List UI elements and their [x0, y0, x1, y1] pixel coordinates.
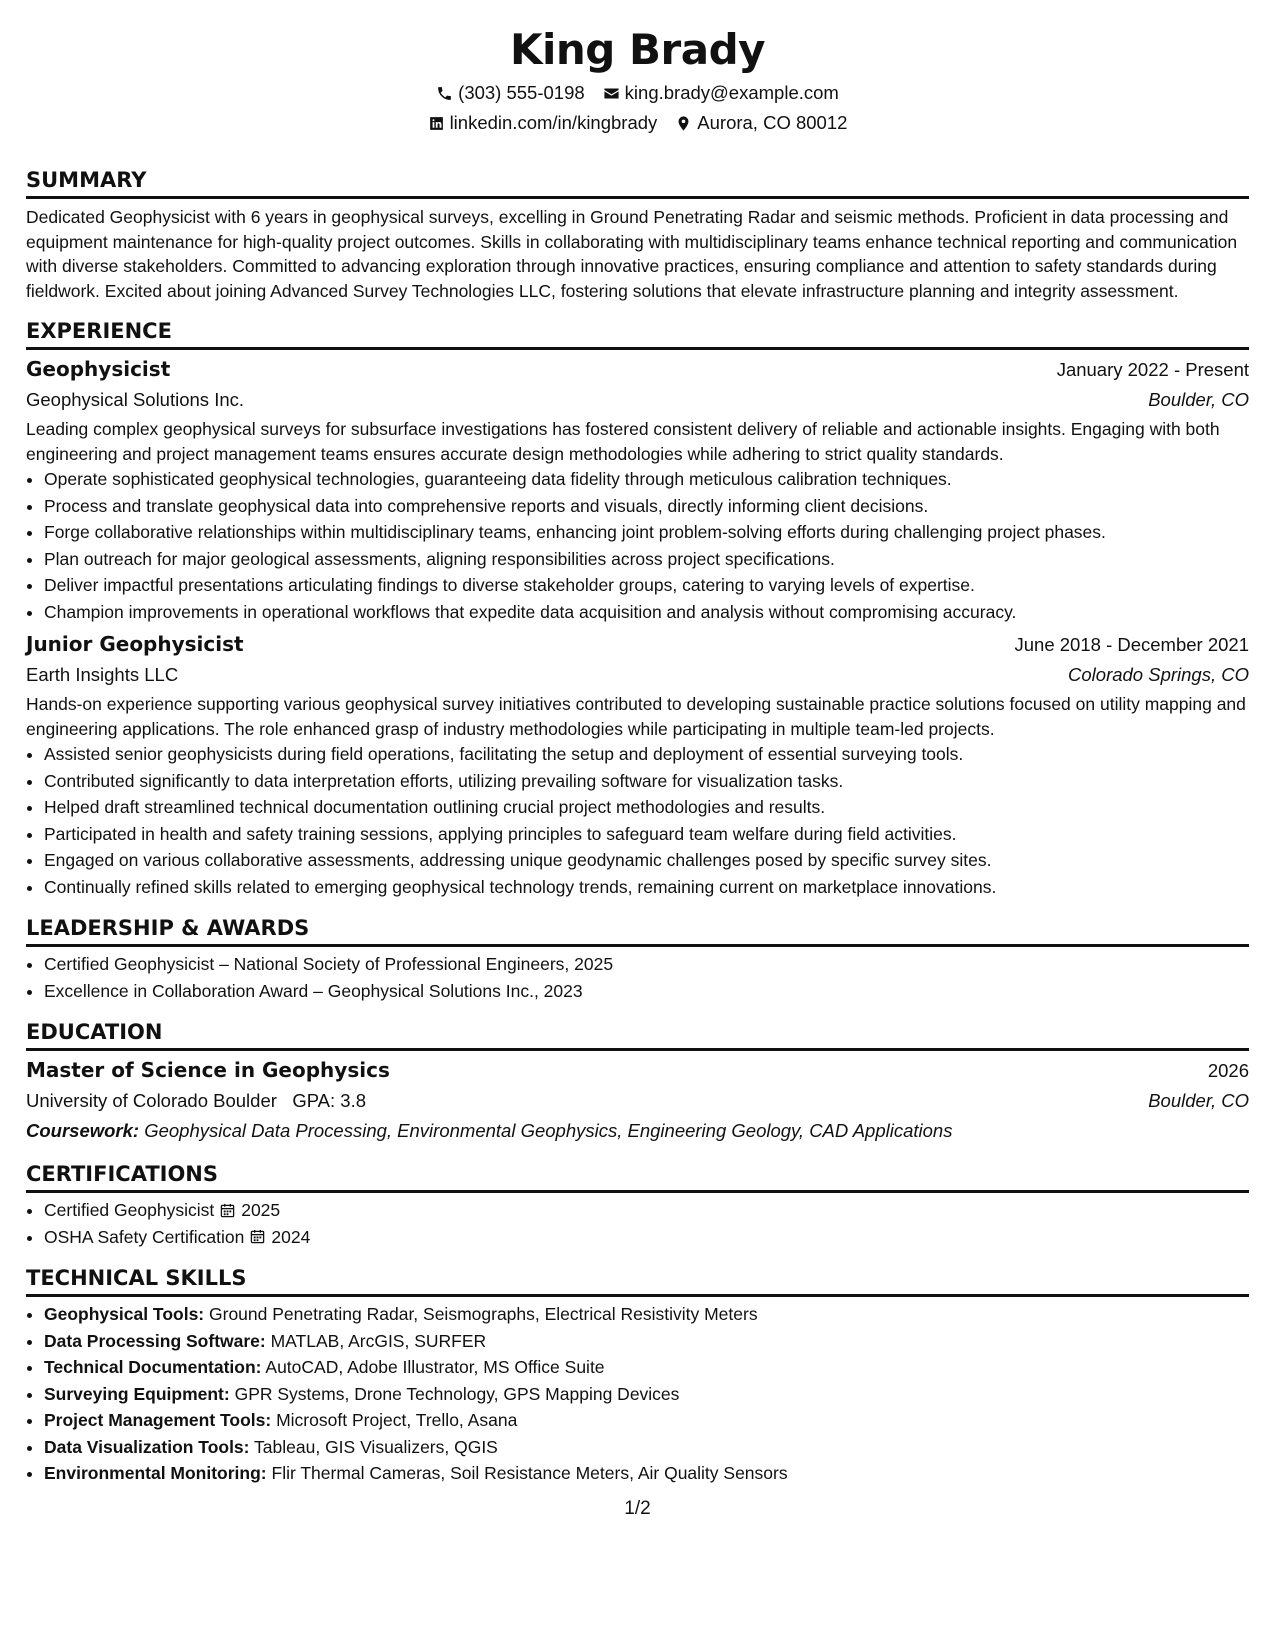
coursework-list: Geophysical Data Processing, Environmental Geophysics, Engineering Geology, CAD Applications: [144, 1120, 953, 1141]
section-title-leadership: LEADERSHIP & AWARDS: [26, 914, 1249, 947]
skill-label: Data Processing Software:: [44, 1330, 266, 1351]
list-item: • Plan outreach for major geological assessments, aligning responsibilities across project specifications.: [44, 546, 1249, 573]
list-item: • Excellence in Collaboration Award – Geophysical Solutions Inc., 2023: [44, 978, 1249, 1005]
graduation-year: 2026: [1207, 1060, 1249, 1081]
job-bullets: [26, 466, 1249, 625]
list-item: [44, 1407, 1249, 1434]
section-title-experience: EXPERIENCE: [26, 317, 1249, 350]
job-dates: June 2018 - December 2021: [1014, 634, 1249, 655]
school-info: [26, 1086, 366, 1116]
experience-section: [26, 317, 1249, 900]
job-description: Hands-on experience supporting various geophysical survey initiatives contributed to developing sustainable practice solutions focused on utility mapping and engineering applications. The role enhanced grasp of industry methodologies while participating in multiple team-led projects.: [26, 694, 1246, 739]
linkedin-text[interactable]: linkedin.com/in/kingbrady: [449, 112, 658, 133]
school-location: Boulder, CO: [1148, 1090, 1249, 1111]
leadership-list: [26, 951, 1249, 1004]
skill-value: Microsoft Project, Trello, Asana: [276, 1410, 518, 1430]
list-item: • Participated in health and safety training sessions, applying principles to safeguard team welfare during field activities.: [44, 821, 1249, 848]
cert-row: [44, 1197, 280, 1224]
list-item: [44, 1328, 1249, 1355]
job-dates: January 2022 - Present: [1056, 359, 1249, 380]
skills-list: [26, 1301, 1249, 1487]
email-text[interactable]: king.brady@example.com: [624, 82, 839, 103]
job-bullets: [26, 741, 1249, 900]
list-item: [44, 1354, 1249, 1381]
list-item: • Helped draft streamlined technical documentation outlining crucial project methodologies and results.: [44, 794, 1249, 821]
skill-value: Flir Thermal Cameras, Soil Resistance Meters, Air Quality Sensors: [271, 1463, 788, 1483]
skill-label: Geophysical Tools:: [44, 1304, 205, 1324]
school-name: University of Colorado Boulder: [26, 1090, 277, 1111]
job-header: [26, 629, 1249, 660]
cert-year: 2025: [241, 1200, 281, 1220]
job-entry: [26, 629, 1249, 900]
coursework-label: Coursework:: [26, 1120, 140, 1141]
contact-line-1: [26, 80, 1249, 106]
list-item: • Deliver impactful presentations articulating findings to diverse stakeholder groups, catering to varying levels of expertise.: [44, 572, 1249, 599]
skill-label: Surveying Equipment:: [44, 1383, 230, 1404]
envelope-icon: [603, 85, 620, 102]
location-text: Aurora, CO 80012: [697, 112, 848, 133]
gpa: GPA: 3.8: [292, 1090, 367, 1111]
skill-value: AutoCAD, Adobe Illustrator, MS Office Suite: [265, 1357, 605, 1377]
skill-value: GPR Systems, Drone Technology, GPS Mapping Devices: [234, 1383, 680, 1404]
list-item: • Engaged on various collaborative assessments, addressing unique geodynamic challenges posed by specific survey sites.: [44, 847, 1249, 874]
job-company: Geophysical Solutions Inc.: [26, 389, 245, 410]
calendar-icon: [220, 1203, 235, 1218]
list-item: • Forge collaborative relationships within multidisciplinary teams, enhancing joint problem-solving efforts during challenging project phases.: [44, 519, 1249, 546]
cert-year: 2024: [271, 1226, 311, 1247]
skill-value: Tableau, GIS Visualizers, QGIS: [254, 1436, 498, 1457]
coursework-line: [26, 1116, 1249, 1146]
page-number: 1/2: [624, 1498, 651, 1519]
list-item: [44, 1224, 1249, 1251]
list-item: • Contributed significantly to data interpretation efforts, utilizing prevailing software for visualization tasks.: [44, 768, 1249, 795]
certifications-list: [26, 1197, 1249, 1250]
list-item: • Certified Geophysicist – National Society of Professional Engineers, 2025: [44, 951, 1249, 978]
job-description: Leading complex geophysical surveys for subsurface investigations has fostered consistent delivery of reliable and actionable insights. Engaging with both engineering and project management teams ensures accurate design methodologies while adhering to strict quality standards.: [26, 419, 1220, 464]
skill-label: Technical Documentation:: [44, 1357, 262, 1377]
candidate-name: King Brady: [509, 25, 766, 74]
map-pin-icon: [675, 115, 692, 132]
job-location: Colorado Springs, CO: [1068, 664, 1249, 685]
leadership-section: [26, 914, 1249, 1004]
job-title: Geophysicist: [26, 357, 171, 381]
section-title-education: EDUCATION: [26, 1018, 1249, 1051]
skill-value: MATLAB, ArcGIS, SURFER: [270, 1330, 487, 1351]
job-title: Junior Geophysicist: [26, 632, 244, 656]
linkedin-icon: [428, 115, 445, 132]
education-subheader: [26, 1086, 1249, 1116]
job-subheader: [26, 660, 1249, 690]
summary-section: [26, 166, 1249, 303]
education-section: [26, 1018, 1249, 1146]
list-item: • Continually refined skills related to emerging geophysical technology trends, remaining current on marketplace innovations.: [44, 874, 1249, 901]
degree-title: Master of Science in Geophysics: [26, 1058, 390, 1082]
calendar-icon: [250, 1229, 265, 1244]
job-location: Boulder, CO: [1148, 389, 1249, 410]
list-item: [44, 1301, 1249, 1328]
list-item: [44, 1197, 1249, 1224]
resume-page: [26, 0, 1249, 1487]
cert-name: • Certified Geophysicist: [44, 1200, 215, 1220]
list-item: [44, 1434, 1249, 1461]
cert-name: • OSHA Safety Certification: [44, 1226, 245, 1247]
certifications-section: [26, 1160, 1249, 1250]
skill-label: Data Visualization Tools:: [44, 1436, 250, 1457]
skills-section: [26, 1264, 1249, 1487]
section-title-summary: SUMMARY: [26, 166, 1249, 199]
job-header: [26, 354, 1249, 385]
education-header: [26, 1055, 1249, 1086]
cert-row: [44, 1224, 310, 1251]
list-item: • Process and translate geophysical data into comprehensive reports and visuals, directly informing client decisions.: [44, 493, 1249, 520]
phone-icon: [436, 85, 453, 102]
section-title-certifications: CERTIFICATIONS: [26, 1160, 1249, 1193]
list-item: • Operate sophisticated geophysical technologies, guaranteeing data fidelity through meticulous calibration techniques.: [44, 466, 1249, 493]
skill-value: Ground Penetrating Radar, Seismographs, Electrical Resistivity Meters: [209, 1304, 758, 1324]
section-title-skills: TECHNICAL SKILLS: [26, 1264, 1249, 1297]
list-item: [44, 1460, 1249, 1487]
phone-contact: [436, 80, 585, 106]
contact-line-2: [26, 110, 1249, 136]
summary-text: Dedicated Geophysicist with 6 years in geophysical surveys, excelling in Ground Penetrating Radar and seismic methods. Proficient in data processing and equipment maintenance for high-quality project outcomes. Skills in collaborating with multidisciplinary teams enhance technical reporting and communication with diverse stakeholders. Committed to advancing exploration through innovative practices, ensuring compliance and attention to safety standards during fieldwork. Excited about joining Advanced Survey Technologies LLC, fostering solutions that elevate infrastructure planning and integrity assessment.: [26, 207, 1238, 301]
email-contact[interactable]: [603, 80, 839, 106]
job-entry: [26, 354, 1249, 625]
skill-label: Environmental Monitoring:: [44, 1463, 267, 1483]
location-contact: [675, 110, 847, 136]
skill-label: Project Management Tools:: [44, 1410, 272, 1430]
linkedin-contact[interactable]: [428, 110, 658, 136]
job-subheader: [26, 385, 1249, 415]
list-item: [44, 1381, 1249, 1408]
phone-text: (303) 555-0198: [458, 82, 585, 103]
list-item: • Assisted senior geophysicists during field operations, facilitating the setup and deployment of essential surveying tools.: [44, 741, 1249, 768]
list-item: • Champion improvements in operational workflows that expedite data acquisition and analysis without compromising accuracy.: [44, 599, 1249, 626]
job-company: Earth Insights LLC: [26, 664, 179, 685]
